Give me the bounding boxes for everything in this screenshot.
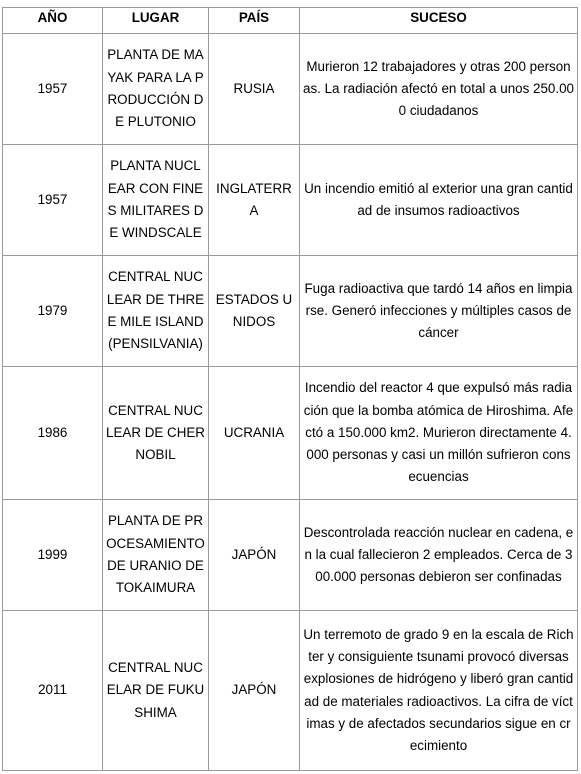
cell-event: Incendio del reactor 4 que expulsó más radiación que la bomba atómica de Hiroshima. Afectó a 150.000 km2. Murieron directamente 4.000 personas y casi un millón sufrieron consecuencias	[300, 367, 578, 500]
cell-country: JAPÓN	[209, 500, 300, 611]
cell-country: RUSIA	[209, 34, 300, 145]
cell-place: PLANTA DE MAYAK PARA LA PRODUCCIÓN DE PLUTONIO	[103, 34, 209, 145]
cell-place: CENTRAL NUCLEAR DE CHERNOBIL	[103, 367, 209, 500]
cell-event: Fuga radioactiva que tardó 14 años en limpiarse. Generó infecciones y múltiples casos de cáncer	[300, 256, 578, 367]
cell-place: CENTRAL NUCLEAR DE THREE MILE ISLAND (PENSILVANIA)	[103, 256, 209, 367]
table-row	[3, 256, 578, 367]
nuclear-incidents-table	[2, 7, 578, 771]
cell-year: 1957	[3, 145, 103, 256]
cell-year: 2011	[3, 611, 103, 771]
cell-country: JAPÓN	[209, 611, 300, 771]
table-row	[3, 500, 578, 611]
header-place: LUGAR	[103, 8, 209, 34]
cell-country: UCRANIA	[209, 367, 300, 500]
cell-year: 1999	[3, 500, 103, 611]
header-country: PAÍS	[209, 8, 300, 34]
cell-place: PLANTA DE PROCESAMIENTO DE URANIO DE TOKAIMURA	[103, 500, 209, 611]
cell-year: 1957	[3, 34, 103, 145]
cell-year: 1986	[3, 367, 103, 500]
table-row	[3, 611, 578, 771]
cell-place: CENTRAL NUCELAR DE FUKUSHIMA	[103, 611, 209, 771]
cell-country: ESTADOS UNIDOS	[209, 256, 300, 367]
cell-country: INGLATERRA	[209, 145, 300, 256]
table-row	[3, 34, 578, 145]
table-header-row	[3, 8, 578, 34]
cell-event: Murieron 12 trabajadores y otras 200 personas. La radiación afectó en total a unos 250.000 ciudadanos	[300, 34, 578, 145]
table-row	[3, 145, 578, 256]
cell-year: 1979	[3, 256, 103, 367]
cell-place: PLANTA NUCLEAR CON FINES MILITARES DE WINDSCALE	[103, 145, 209, 256]
cell-event: Un incendio emitió al exterior una gran cantidad de insumos radioactivos	[300, 145, 578, 256]
header-year: AÑO	[3, 8, 103, 34]
cell-event: Un terremoto de grado 9 en la escala de Richter y consiguiente tsunami provocó diversas explosiones de hidrógeno y liberó gran cantidad de materiales radioactivos. La cifra de víctimas y de afectados secundarios sigue en crecimiento	[300, 611, 578, 771]
cell-event: Descontrolada reacción nuclear en cadena, en la cual fallecieron 2 empleados. Cerca de 300.000 personas debieron ser confinadas	[300, 500, 578, 611]
table-row	[3, 367, 578, 500]
header-event: SUCESO	[300, 8, 578, 34]
